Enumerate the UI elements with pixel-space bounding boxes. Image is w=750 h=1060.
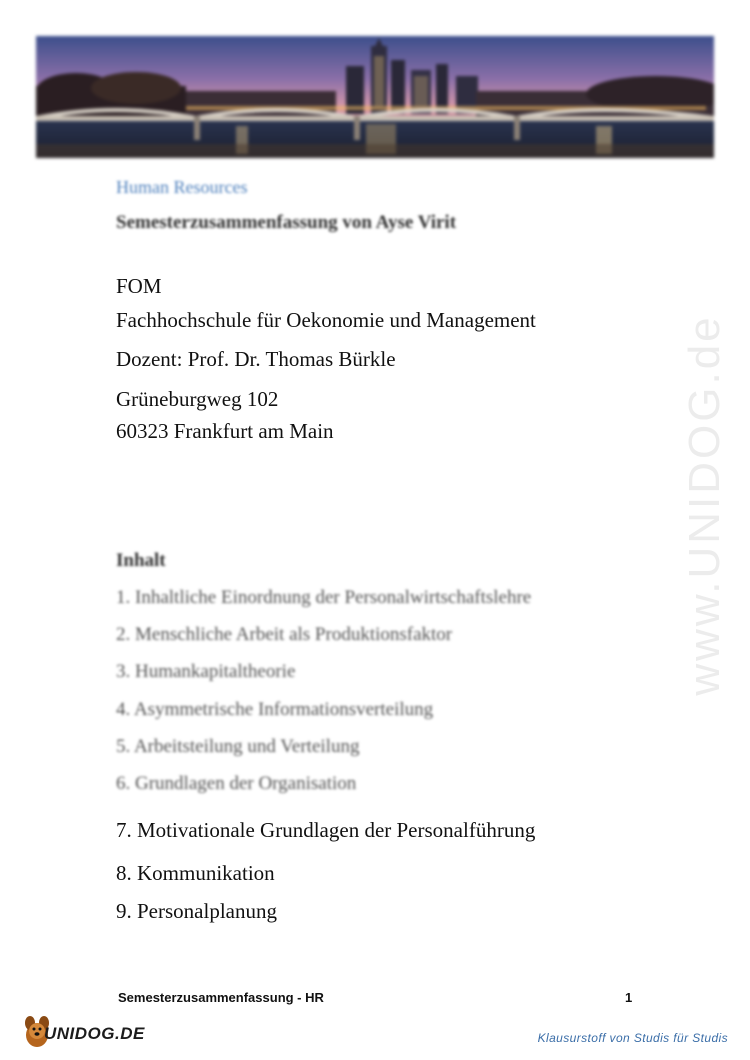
- toc-item: 4. Asymmetrische Informationsverteilung: [116, 699, 434, 720]
- toc-item: 7. Motivationale Grundlagen der Personalführung: [116, 818, 536, 842]
- document-title: Semesterzusammenfassung von Ayse Virit: [116, 212, 457, 233]
- toc-item: 3. Humankapitaltheorie: [116, 661, 296, 682]
- section-kicker: Human Resources: [116, 177, 248, 197]
- toc-item: 8. Kommunikation: [116, 861, 275, 885]
- frankfurt-skyline-image: [36, 36, 714, 158]
- header-banner-image: [36, 36, 714, 158]
- toc-heading: Inhalt: [116, 550, 166, 571]
- tagline: Klausurstoff von Studis für Studis: [537, 1031, 728, 1045]
- toc-item: 5. Arbeitsteilung und Verteilung: [116, 736, 360, 757]
- institution-short: FOM: [116, 274, 162, 298]
- watermark: [660, 280, 750, 730]
- watermark-text: www.UNIDOG.de: [680, 314, 729, 696]
- institution-name: Fachhochschule für Oekonomie und Management: [116, 308, 536, 332]
- footer-title: Semesterzusammenfassung - HR: [118, 990, 324, 1005]
- page-number: 1: [625, 990, 633, 1005]
- city-address: 60323 Frankfurt am Main: [116, 419, 334, 443]
- lecturer: Dozent: Prof. Dr. Thomas Bürkle: [116, 347, 396, 371]
- toc-item: 1. Inhaltliche Einordnung der Personalwirtschaftslehre: [116, 587, 532, 608]
- brand-text[interactable]: UNIDOG.DE: [44, 1024, 145, 1043]
- toc-item: 9. Personalplanung: [116, 899, 277, 923]
- street-address: Grüneburgweg 102: [116, 387, 279, 411]
- toc-item: 6. Grundlagen der Organisation: [116, 773, 357, 794]
- toc-item: 2. Menschliche Arbeit als Produktionsfaktor: [116, 624, 453, 645]
